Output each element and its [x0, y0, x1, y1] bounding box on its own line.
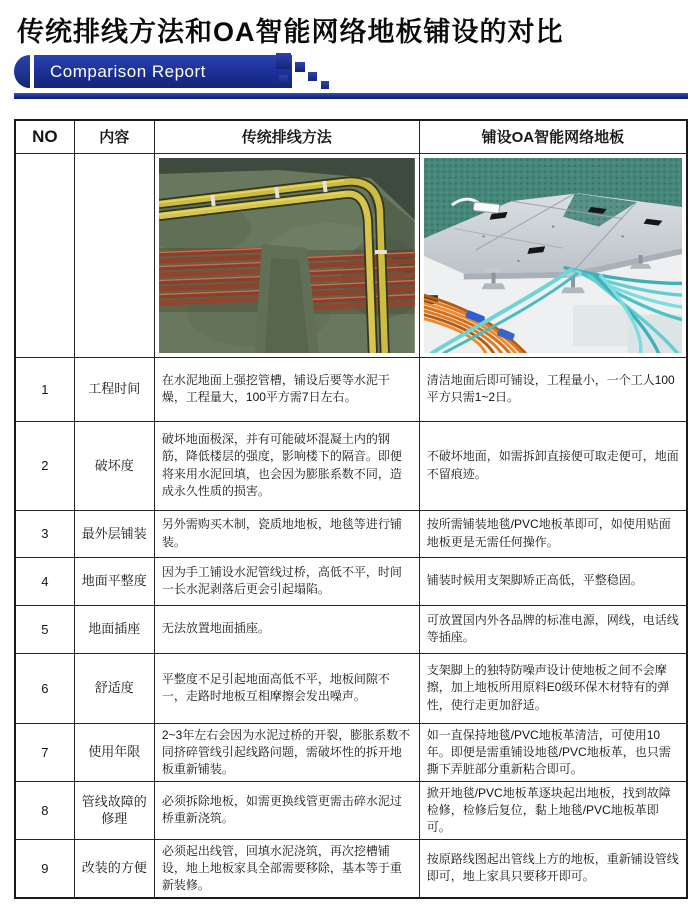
row-item: 使用年限 — [74, 723, 154, 781]
row-no: 5 — [15, 605, 74, 653]
traditional-buried-conduit-photo — [159, 158, 415, 353]
row-item: 舒适度 — [74, 653, 154, 723]
oa-photo-cell — [419, 153, 687, 357]
table-row — [15, 510, 687, 557]
table-row — [15, 723, 687, 781]
row-traditional: 破坏地面极深，并有可能破坏混凝土内的钢筋，降低楼层的强度，影响楼下的隔音。即便将来用水泥回填，也会因为膨胀系数不同，造成永久性质的损害。 — [154, 421, 419, 510]
page-title: 传统排线方法和OA智能网络地板铺设的对比 — [17, 17, 564, 47]
oa-raised-floor-photo — [424, 158, 682, 353]
header-traditional: 传统排线方法 — [154, 120, 419, 153]
photo-row-item-cell — [74, 153, 154, 357]
row-item: 改装的方便 — [74, 839, 154, 898]
table-row — [15, 605, 687, 653]
row-item: 地面插座 — [74, 605, 154, 653]
row-no: 6 — [15, 653, 74, 723]
row-traditional: 必须拆除地板，如需更换线管更需击碎水泥过桥重新浇筑。 — [154, 781, 419, 839]
row-no: 7 — [15, 723, 74, 781]
row-traditional: 必须起出线管，回填水泥浇筑，再次挖槽铺设，地上地板家具全部需要移除，基本等于重新装修。 — [154, 839, 419, 898]
row-item: 工程时间 — [74, 357, 154, 421]
row-no: 8 — [15, 781, 74, 839]
photo-row — [15, 153, 687, 357]
header-no: NO — [15, 120, 74, 153]
row-no: 3 — [15, 510, 74, 557]
row-traditional: 平整度不足引起地面高低不平，地板间隙不一，走路时地板互相摩擦会发出噪声。 — [154, 653, 419, 723]
pixel-mosaic-icon — [308, 72, 317, 81]
row-oa: 按所需铺装地毯/PVC地板革即可，如使用贴面地板更是无需任何操作。 — [419, 510, 687, 557]
row-item: 管线故障的修理 — [74, 781, 154, 839]
row-no: 4 — [15, 557, 74, 605]
row-oa: 铺装时候用支架脚矫正高低，平整稳固。 — [419, 557, 687, 605]
row-item: 地面平整度 — [74, 557, 154, 605]
row-traditional: 2~3年左右会因为水泥过桥的开裂，膨胀系数不同挤碎管线引起线路问题，需破坏性的拆开地板重新铺装。 — [154, 723, 419, 781]
row-no: 1 — [15, 357, 74, 421]
row-oa: 不破坏地面，如需拆卸直接便可取走便可，地面不留痕迹。 — [419, 421, 687, 510]
row-oa: 掀开地毯/PVC地板革逐块起出地板，找到故障检修，检修后复位，黏上地毯/PVC地板革即可。 — [419, 781, 687, 839]
table-header-row — [15, 120, 687, 153]
pixel-mosaic-icon — [279, 75, 288, 84]
row-item: 破坏度 — [74, 421, 154, 510]
table-row — [15, 421, 687, 510]
comparison-table — [14, 119, 688, 899]
row-oa: 如一直保持地毯/PVC地板革清洁，可使用10年。即便是需重铺设地毯/PVC地板革，也只需撕下弄脏部分重新粘合即可。 — [419, 723, 687, 781]
table-row — [15, 653, 687, 723]
pixel-mosaic-icon — [276, 53, 291, 69]
row-no: 9 — [15, 839, 74, 898]
header-item: 内容 — [74, 120, 154, 153]
table-row — [15, 357, 687, 421]
pixel-mosaic-icon — [321, 81, 329, 89]
row-traditional: 无法放置地面插座。 — [154, 605, 419, 653]
table-row — [15, 781, 687, 839]
row-item: 最外层铺装 — [74, 510, 154, 557]
row-oa: 按原路线图起出管线上方的地板，重新铺设管线即可，地上家具只要移开即可。 — [419, 839, 687, 898]
row-no: 2 — [15, 421, 74, 510]
row-oa: 支架脚上的独特防噪声设计使地板之间不会摩擦，加上地板所用原料E0级环保木材特有的弹性，使行走更加舒适。 — [419, 653, 687, 723]
table-row — [15, 557, 687, 605]
row-oa: 清洁地面后即可铺设，工程量小，一个工人100平方只需1~2日。 — [419, 357, 687, 421]
pixel-mosaic-icon — [295, 62, 305, 72]
photo-row-no-cell — [15, 153, 74, 357]
row-oa: 可放置国内外各品牌的标准电源，网线，电话线等插座。 — [419, 605, 687, 653]
row-traditional: 在水泥地面上强挖管槽，铺设后要等水泥干燥，工程量大，100平方需7日左右。 — [154, 357, 419, 421]
traditional-photo-cell — [154, 153, 419, 357]
blue-divider-rule — [14, 93, 688, 99]
header-oa: 铺设OA智能网络地板 — [419, 120, 687, 153]
row-traditional: 因为手工铺设水泥管线过桥，高低不平，时间一长水泥剥落后更会引起塌陷。 — [154, 557, 419, 605]
table-row — [15, 839, 687, 898]
row-traditional: 另外需购买木制，瓷质地地板，地毯等进行铺装。 — [154, 510, 419, 557]
banner-left-cap — [14, 55, 30, 88]
banner-label: Comparison Report — [34, 55, 292, 88]
